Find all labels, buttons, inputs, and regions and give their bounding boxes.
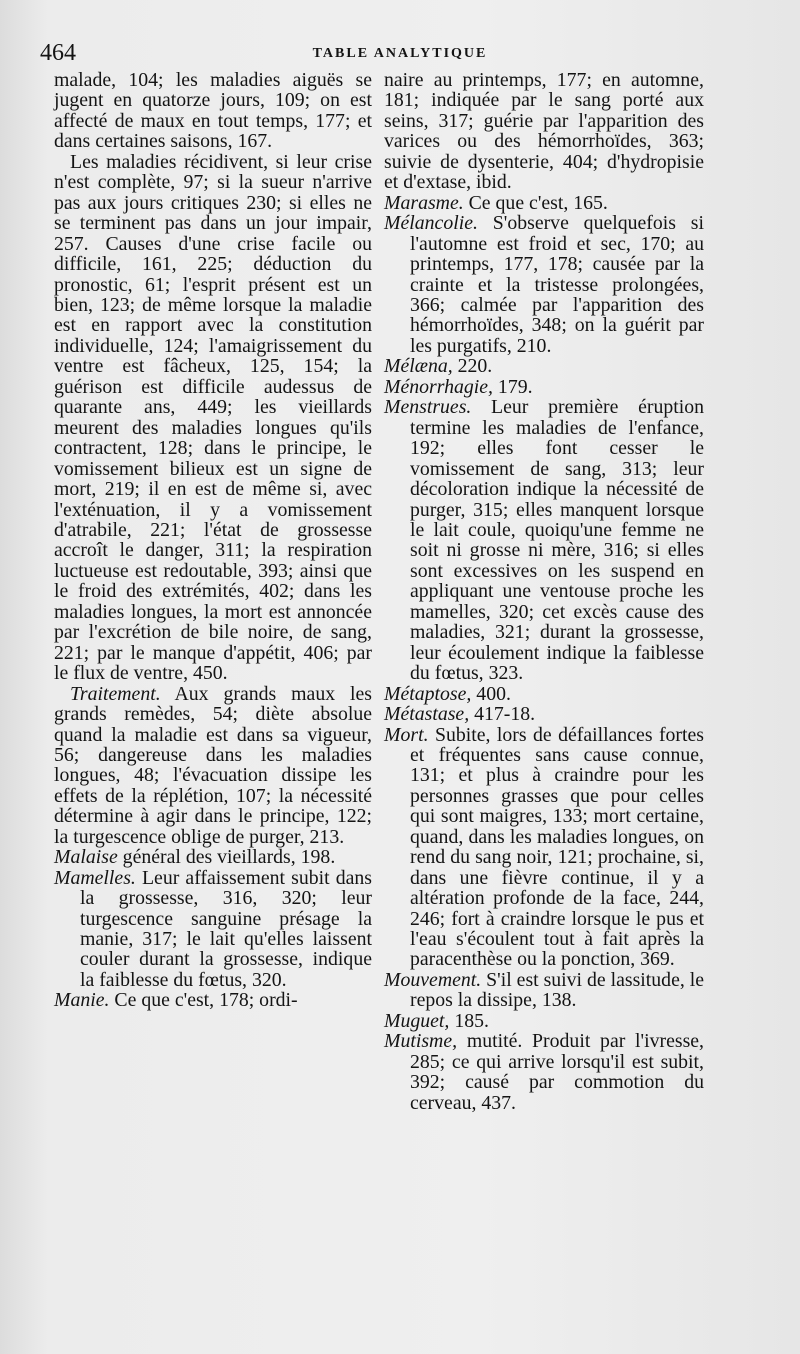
entry-text: S'il est suivi de lassitude, le repos la dissipe, 138. (410, 968, 705, 1012)
entry-text: malade, 104; les maladies aiguës se jugent en quatorze jours, 109; on est affecté de maux en tout temps, 177; et dans certaines saisons, 167. (54, 69, 372, 153)
entry-heading: Mélæna, (384, 355, 453, 378)
page-number: 464 (40, 40, 76, 66)
entry-heading: Mamelles. (54, 866, 136, 889)
entry-text: 220. (452, 355, 493, 378)
entry-text: général des vieillards, 198. (117, 846, 336, 869)
index-entry (384, 970, 704, 1011)
entry-text: 417-18. (469, 703, 536, 726)
index-entry (384, 397, 704, 683)
entry-text: Leur première éruption termine les maladies de l'enfance, 192; elles font cesser le vomissement de sang, 313; leur décoloration indique la nécessité de purger, 315; elles manquent lorsque le lait coule, quoiqu'une femme ne soit ni grosse ni mère, 316; si elles sont excessives on les suspend en appliquant une ventouse proche les mamelles, 320; cet excès cause des maladies, 321; durant la grossesse, leur écoulement indique la faiblesse du fœtus, 323. (410, 396, 704, 685)
entry-text: S'observe quelquefois si l'automne est froid et sec, 170; au printemps, 177, 178; causée par la crainte et la tristesse prolongées, 366; calmée par l'apparition des hémorrhoïdes, 348; on la guérit par les purgatifs, 210. (410, 212, 704, 357)
index-entry (54, 152, 372, 684)
entry-text: Ce que c'est, 165. (463, 191, 608, 214)
entry-heading: Mutisme, (384, 1030, 458, 1053)
entry-text: 185. (449, 1009, 489, 1032)
left-column (54, 70, 372, 1011)
entry-heading: Métaptose, (384, 682, 472, 705)
entry-heading: Métastase, (384, 703, 470, 726)
index-entry (384, 704, 704, 724)
page-header (40, 40, 760, 70)
running-title: TABLE ANALYTIQUE (312, 46, 488, 61)
entry-text: Ce que c'est, 178; ordi- (109, 989, 298, 1012)
entry-heading: Mélancolie. (384, 212, 478, 235)
index-entry (54, 70, 372, 152)
index-entry (384, 684, 704, 704)
index-entry (384, 356, 704, 376)
index-entry (384, 70, 704, 193)
entry-text: Subite, lors de défaillances fortes et fréquentes sans cause connue, 131; et plus à craindre pour les personnes grasses que pour celles qui sont maigres, 133; mort certaine, quand, dans les maladies longues, on rend du sang noir, 121; prochaine, si, dans une fièvre continue, il y a altération profonde de la face, 244, 246; fort à craindre lorsque le pus et l'eau s'écoulent tout à fait après la paracenthèse ou la ponction, 369. (410, 723, 704, 971)
entry-heading: Muguet, (384, 1009, 450, 1032)
index-entry (384, 1011, 704, 1031)
index-entry (54, 990, 372, 1010)
entry-heading: Marasme. (384, 191, 464, 214)
index-entry (384, 193, 704, 213)
index-entry (384, 1031, 704, 1113)
index-entry (54, 847, 372, 867)
right-column (384, 70, 704, 1113)
entry-heading: Mort. (384, 723, 429, 746)
entry-text: mutité. Produit par l'ivresse, 285; ce qui arrive lorsqu'il est subit, 392; causé par commotion du cerveau, 437. (410, 1030, 704, 1114)
entry-text: 179. (492, 375, 533, 398)
index-entry (384, 377, 704, 397)
entry-heading: Ménorrhagie, (384, 375, 493, 398)
entry-text: naire au printemps, 177; en automne, 181; indiquée par le sang porté aux seins, 317; guérie par l'apparition des varices ou des hémorrhoïdes, 363; suivie de dysenterie, 404; d'hydropisie et d'extase, ibid. (384, 69, 704, 194)
index-entry (384, 213, 704, 356)
index-entry (54, 868, 372, 991)
entry-text: Les maladies récidivent, si leur crise n'est complète, 97; si la sueur n'arrive pas aux jours critiques 230; si elles ne se terminent pas dans un jour impair, 257. Causes d'une crise facile ou difficile, 161, 225; déduction du pronostic, 61; l'esprit présent est un bien, 123; de même lorsque la maladie est en rapport avec la constitution individuelle, 124; l'amaigrissement du ventre est fâcheux, 125, 154; la guérison est difficile audessus de quarante ans, 449; les vieillards meurent des maladies longues qu'ils contractent, 128; dans le principe, le vomissement bilieux est un signe de mort, 219; il en est de même si, avec l'exténuation, il y a vomissement d'atrabile, 221; l'état de grossesse accroît le danger, 311; la respiration luctueuse est redoutable, 393; ainsi que le froid des extrémités, 402; dans les maladies longues, la mort est annoncée par l'excrétion de bile noire, de sang, 221; par le manque d'appétit, 406; par le flux de ventre, 450. (54, 150, 372, 685)
entry-heading: Malaise (54, 846, 118, 869)
entry-text: 400. (471, 682, 511, 705)
entry-heading: Manie. (54, 989, 110, 1012)
entry-heading: Traitement. (70, 682, 161, 705)
entry-heading: Menstrues. (384, 396, 472, 419)
index-entry (54, 684, 372, 848)
entry-heading: Mouvement. (384, 968, 482, 991)
index-entry (384, 725, 704, 970)
entry-text: Leur affaissement subit dans la grossesse, 316, 320; leur turgescence sanguine présage la manie, 317; le lait qu'elles laissent couler durant la grossesse, indique la faiblesse du fœtus, 320. (80, 866, 372, 991)
entry-text: Aux grands maux les grands remèdes, 54; diète absolue quand la maladie est dans sa vigueur, 56; dangereuse dans les maladies longues, 48; l'évacuation dissipe les effets de la réplétion, 107; la nécessité détermine à agir dans le principe, 122; la turgescence oblige de purger, 213. (54, 682, 372, 848)
